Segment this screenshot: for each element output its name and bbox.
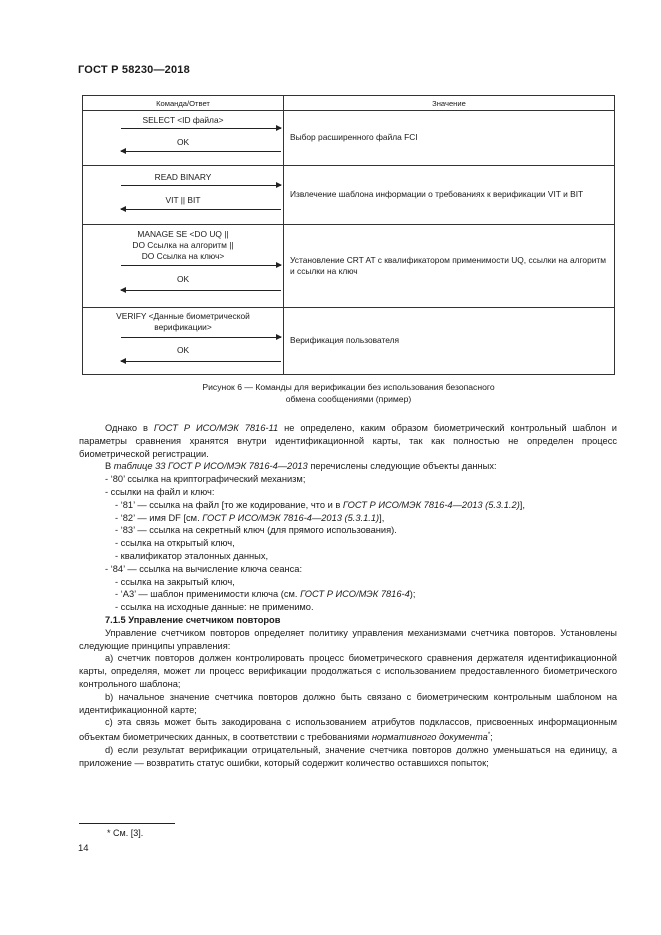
text: ;: [490, 732, 493, 743]
text: не определено, каким образом биометрический контрольный шаблон и параметры сравнения хранятся внутри идентификационной карты, так как полностью не определен процесс биометрической регистрации.: [79, 423, 617, 459]
text: ],: [519, 499, 525, 510]
caption-line-1: Рисунок 6 — Команды для верификации без использования безопасного: [202, 382, 495, 392]
list-item: - ссылки на файл и ключ:: [105, 486, 215, 497]
body-text: [79, 422, 617, 770]
reference: ГОСТ Р ИСО/МЭК 7816-4: [300, 589, 410, 600]
section-heading: 7.1.5 Управление счетчиком повторов: [105, 614, 281, 625]
col-value-header: Значение: [284, 96, 615, 111]
value-cell: Извлечение шаблона информации о требованиях к верификации VIT и BIT: [284, 166, 615, 225]
table-row: [83, 225, 615, 308]
text: ],: [379, 512, 385, 523]
reference: ГОСТ Р ИСО/МЭК 7816-4—2013 (5.3.1.2): [342, 499, 520, 510]
response-text: OK: [176, 274, 190, 284]
arrow-right-icon: [121, 185, 281, 186]
text: );: [409, 589, 416, 600]
text: с) эта связь может быть закодирована с использованием атрибутов подклассов, присвоенных информационным объектам биометрических данных, в соответствии с требованиями: [79, 717, 617, 743]
arrow-left-icon: [121, 209, 281, 210]
list-item: [79, 588, 617, 601]
list-item: - ‘83’ — ссылка на секретный ключ (для прямого использования).: [115, 525, 397, 536]
command-text-line3: DO Ссылка на ключ>: [141, 251, 225, 261]
arrow-right-icon: [121, 128, 281, 129]
command-text: SELECT <ID файла>: [142, 115, 224, 125]
list-item: - ссылка на исходные данные: не применимо.: [115, 602, 314, 613]
value-cell: Установление CRT AT с квалификатором применимости UQ, ссылки на алгоритм и ссылки на ключ: [284, 225, 615, 308]
response-text: VIT || BIT: [165, 195, 201, 205]
command-text-line1: MANAGE SE <DO UQ ||: [137, 229, 229, 239]
command-text-line2: верификации>: [154, 322, 212, 332]
reference: ГОСТ Р ИСО/МЭК 7816-11: [153, 423, 279, 433]
paragraph: а) счетчик повторов должен контролировать процесс биометрического сравнения держателя идентификационной карты, определяя, может ли процесс верификации продолжаться с использованием предоставленного биометрического контрольного шаблона;: [79, 653, 617, 689]
command-text-line2: DO Ссылка на алгоритм ||: [132, 240, 234, 250]
list-item: [79, 499, 617, 512]
command-text-line1: VERIFY <Данные биометрической: [116, 311, 250, 321]
list-item: - ‘80’ ссылка на криптографический механизм;: [105, 474, 306, 485]
command-cell: [83, 166, 284, 225]
page-number: 14: [78, 843, 89, 854]
list-item: - квалификатор эталонных данных,: [115, 550, 269, 561]
command-cell: [83, 111, 284, 166]
arrow-right-icon: [121, 265, 281, 266]
footnote-marker: *: [487, 732, 491, 739]
response-text: OK: [176, 137, 190, 147]
figure-caption: [82, 382, 615, 405]
command-table: [82, 95, 615, 375]
paragraph: b) начальное значение счетчика повторов должно быть связано с биометрическим контрольным шаблоном на идентификационной карте;: [79, 691, 617, 715]
arrow-left-icon: [121, 290, 281, 291]
arrow-left-icon: [121, 361, 281, 362]
paragraph: Управление счетчиком повторов определяет политику управления механизмами счетчика повторов. Установлены следующие принципы управления:: [79, 627, 617, 651]
text: Однако в: [105, 423, 154, 433]
caption-line-2: обмена сообщениями (пример): [285, 393, 412, 404]
paragraph: [79, 460, 617, 473]
response-text: OK: [176, 345, 190, 355]
paragraph: [79, 716, 617, 744]
text: - ‘81’ — ссылка на файл [то же кодирование, что и в: [115, 499, 343, 510]
text: перечислены следующие объекты данных:: [307, 461, 497, 472]
col-command-header: Команда/Ответ: [83, 96, 284, 111]
paragraph: [79, 422, 617, 460]
reference: ГОСТ Р ИСО/МЭК 7816-4—2013 (5.3.1.1): [202, 512, 380, 523]
table-row: [83, 111, 615, 166]
table-row: [83, 308, 615, 375]
text: - ‘82’ — имя DF [см.: [115, 512, 203, 523]
document-header: ГОСТ Р 58230—2018: [78, 64, 190, 76]
reference: нормативного документа: [371, 732, 488, 743]
list-item: - ссылка на закрытый ключ,: [115, 576, 235, 587]
text: - ‘A3’ — шаблон применимости ключа (см.: [115, 589, 301, 600]
footnote: * См. [3].: [107, 828, 144, 838]
command-text: READ BINARY: [154, 172, 212, 182]
paragraph: d) если результат верификации отрицательный, значение счетчика повторов должно уменьшаться на единицу, а приложение — возвратить статус ошибки, который содержит количество оставшихся попыток;: [79, 745, 617, 768]
value-cell: Выбор расширенного файла FCI: [284, 111, 615, 166]
reference: таблице 33 ГОСТ Р ИСО/МЭК 7816-4—2013: [113, 461, 308, 472]
list-item: - ссылка на открытый ключ,: [115, 538, 235, 549]
list-item: - ‘84’ — ссылка на вычисление ключа сеанса:: [105, 563, 303, 574]
footnote-divider: [79, 823, 175, 824]
text: В: [105, 461, 114, 472]
command-cell: [83, 308, 284, 375]
list-item: [79, 512, 617, 525]
table-header-row: [83, 96, 615, 111]
command-cell: [83, 225, 284, 308]
arrow-right-icon: [121, 337, 281, 338]
table-row: [83, 166, 615, 225]
value-cell: Верификация пользователя: [284, 308, 615, 375]
arrow-left-icon: [121, 151, 281, 152]
